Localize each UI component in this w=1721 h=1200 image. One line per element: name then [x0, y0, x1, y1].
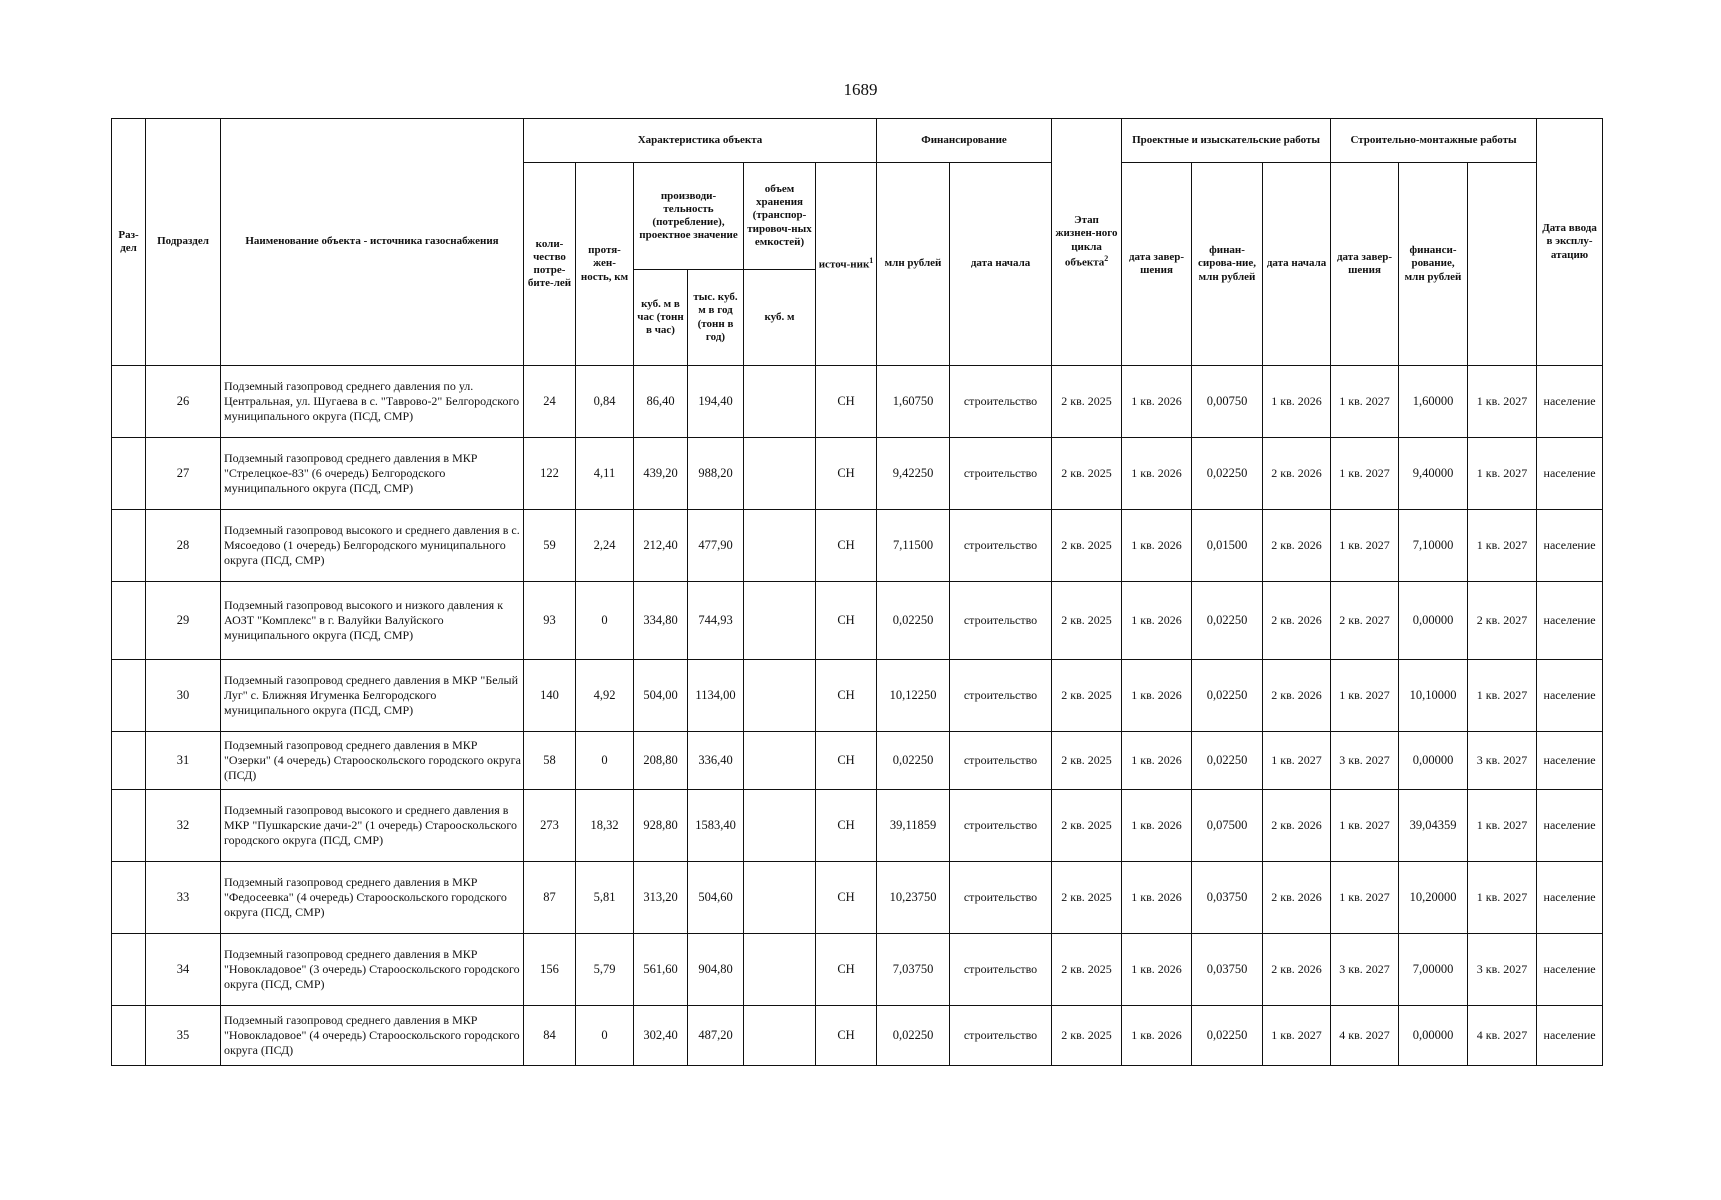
razdel-cell — [112, 438, 146, 510]
header-stage: Этап жизнен-ного цикла объекта$^2$ — [1052, 119, 1122, 366]
header-commission-date: Дата ввода в эксплу-атацию — [1537, 119, 1603, 366]
table-body — [112, 366, 1603, 1066]
source-cell: СН — [816, 438, 877, 510]
constr-fin-cell: 39,04359 — [1399, 790, 1468, 862]
constr-start-cell: 1 кв. 2027 — [1263, 732, 1331, 790]
consumers-cell: 273 — [524, 790, 576, 862]
source-cell: СН — [816, 790, 877, 862]
constr-fin-cell: 10,20000 — [1399, 862, 1468, 934]
header-design-fin: финан-сирова-ние, млн рублей — [1192, 163, 1263, 366]
gas-supply-objects-table — [111, 118, 1603, 1066]
source-cell: СН — [816, 660, 877, 732]
design-end-cell: 1 кв. 2026 — [1122, 934, 1192, 1006]
object-name-cell: Подземный газопровод среднего давления в МКР "Федосеевка" (4 очередь) Старооскольского городского округа (ПСД, СМР) — [221, 862, 524, 934]
financing-mln-cell: 0,02250 — [877, 1006, 950, 1066]
subsection-cell: 27 — [146, 438, 221, 510]
source-cell: СН — [816, 862, 877, 934]
consumers-cell: 156 — [524, 934, 576, 1006]
storage-cell — [744, 934, 816, 1006]
consumers-cell: 93 — [524, 582, 576, 660]
subsection-cell: 30 — [146, 660, 221, 732]
storage-cell — [744, 366, 816, 438]
storage-cell — [744, 1006, 816, 1066]
constr-end-cell: 2 кв. 2027 — [1331, 582, 1399, 660]
table-row — [112, 862, 1603, 934]
capacity-hour-cell: 212,40 — [634, 510, 688, 582]
consumers-cell: 59 — [524, 510, 576, 582]
commission-date-cell: 1 кв. 2027 — [1468, 366, 1537, 438]
table-header — [112, 119, 1603, 366]
source-cell: СН — [816, 1006, 877, 1066]
commission-date-cell: 4 кв. 2027 — [1468, 1006, 1537, 1066]
razdel-cell — [112, 934, 146, 1006]
header-storage-unit: куб. м — [744, 270, 816, 366]
consumer-group-cell: население — [1537, 582, 1603, 660]
capacity-year-cell: 487,20 — [688, 1006, 744, 1066]
constr-start-cell: 1 кв. 2026 — [1263, 366, 1331, 438]
length-cell: 5,81 — [576, 862, 634, 934]
consumer-group-cell: население — [1537, 1006, 1603, 1066]
razdel-cell — [112, 582, 146, 660]
capacity-hour-cell: 313,20 — [634, 862, 688, 934]
constr-start-cell: 2 кв. 2026 — [1263, 438, 1331, 510]
consumers-cell: 84 — [524, 1006, 576, 1066]
capacity-year-cell: 988,20 — [688, 438, 744, 510]
page-number: 1689 — [843, 80, 878, 99]
header-object-name: Наименование объекта - источника газоснабжения — [221, 119, 524, 366]
constr-start-cell: 2 кв. 2026 — [1263, 582, 1331, 660]
consumer-group-cell: население — [1537, 790, 1603, 862]
header-podrazdel: Подраздел — [146, 119, 221, 366]
header-storage: объем хранения (транспор-тировоч-ных емкостей) — [744, 163, 816, 270]
object-name-cell: Подземный газопровод среднего давления в МКР "Белый Луг" с. Ближняя Игуменка Белгородского муниципального округа (ПСД, СМР) — [221, 660, 524, 732]
stage-cell: строительство — [950, 732, 1052, 790]
header-razdel: Раз-дел — [112, 119, 146, 366]
financing-mln-cell: 1,60750 — [877, 366, 950, 438]
financing-mln-cell: 7,11500 — [877, 510, 950, 582]
header-source: источ-ник$^1$ — [816, 163, 877, 366]
header-financing: Финансирование — [877, 119, 1052, 163]
design-start-cell: 2 кв. 2025 — [1052, 660, 1122, 732]
object-name-cell: Подземный газопровод среднего давления в МКР "Озерки" (4 очередь) Старооскольского городского округа (ПСД) — [221, 732, 524, 790]
design-fin-cell: 0,02250 — [1192, 732, 1263, 790]
design-start-cell: 2 кв. 2025 — [1052, 862, 1122, 934]
capacity-year-cell: 504,60 — [688, 862, 744, 934]
design-fin-cell: 0,02250 — [1192, 660, 1263, 732]
design-fin-cell: 0,07500 — [1192, 790, 1263, 862]
design-start-cell: 2 кв. 2025 — [1052, 438, 1122, 510]
razdel-cell — [112, 510, 146, 582]
storage-cell — [744, 790, 816, 862]
stage-cell: строительство — [950, 790, 1052, 862]
consumer-group-cell: население — [1537, 862, 1603, 934]
financing-mln-cell: 39,11859 — [877, 790, 950, 862]
constr-end-cell: 1 кв. 2027 — [1331, 790, 1399, 862]
table-row — [112, 510, 1603, 582]
constr-end-cell: 4 кв. 2027 — [1331, 1006, 1399, 1066]
consumer-group-cell: население — [1537, 510, 1603, 582]
consumers-cell: 87 — [524, 862, 576, 934]
header-design-works: Проектные и изыскательские работы — [1122, 119, 1331, 163]
table-row — [112, 790, 1603, 862]
length-cell: 18,32 — [576, 790, 634, 862]
razdel-cell — [112, 1006, 146, 1066]
design-end-cell: 1 кв. 2026 — [1122, 862, 1192, 934]
constr-end-cell: 3 кв. 2027 — [1331, 934, 1399, 1006]
source-cell: СН — [816, 510, 877, 582]
constr-end-cell: 3 кв. 2027 — [1331, 732, 1399, 790]
object-name-cell: Подземный газопровод среднего давления в МКР "Стрелецкое-83" (6 очередь) Белгородского муниципального округа (ПСД, СМР) — [221, 438, 524, 510]
design-end-cell: 1 кв. 2026 — [1122, 732, 1192, 790]
capacity-hour-cell: 561,60 — [634, 934, 688, 1006]
consumer-group-cell: население — [1537, 366, 1603, 438]
constr-fin-cell: 0,00000 — [1399, 582, 1468, 660]
header-length: протя-жен-ность, км — [576, 163, 634, 366]
length-cell: 4,11 — [576, 438, 634, 510]
capacity-year-cell: 477,90 — [688, 510, 744, 582]
length-cell: 4,92 — [576, 660, 634, 732]
financing-mln-cell: 10,12250 — [877, 660, 950, 732]
financing-mln-cell: 10,23750 — [877, 862, 950, 934]
commission-date-cell: 3 кв. 2027 — [1468, 934, 1537, 1006]
storage-cell — [744, 862, 816, 934]
stage-cell: строительство — [950, 1006, 1052, 1066]
length-cell: 0 — [576, 582, 634, 660]
capacity-year-cell: 194,40 — [688, 366, 744, 438]
table-row — [112, 438, 1603, 510]
capacity-year-cell: 336,40 — [688, 732, 744, 790]
header-design-end: дата завер-шения — [1122, 163, 1192, 366]
stage-cell: строительство — [950, 510, 1052, 582]
table-row — [112, 934, 1603, 1006]
object-name-cell: Подземный газопровод высокого и среднего давления в с. Мясоедово (1 очередь) Белгородского муниципального округа (ПСД, СМР) — [221, 510, 524, 582]
consumer-group-cell: население — [1537, 438, 1603, 510]
header-mln-rub: млн рублей — [877, 163, 950, 366]
design-fin-cell: 0,03750 — [1192, 934, 1263, 1006]
constr-end-cell: 1 кв. 2027 — [1331, 438, 1399, 510]
object-name-cell: Подземный газопровод высокого и среднего давления в МКР "Пушкарские дачи-2" (1 очередь) Старооскольского городского округа (ПСД, СМР) — [221, 790, 524, 862]
design-end-cell: 1 кв. 2026 — [1122, 1006, 1192, 1066]
constr-fin-cell: 10,10000 — [1399, 660, 1468, 732]
constr-end-cell: 1 кв. 2027 — [1331, 660, 1399, 732]
object-name-cell: Подземный газопровод высокого и низкого давления к АОЗТ "Комплекс" в г. Валуйки Валуйского муниципального округа (ПСД, СМР) — [221, 582, 524, 660]
header-construction-works: Строительно-монтажные работы — [1331, 119, 1537, 163]
table-row — [112, 1006, 1603, 1066]
financing-mln-cell: 9,42250 — [877, 438, 950, 510]
capacity-hour-cell: 86,40 — [634, 366, 688, 438]
object-name-cell: Подземный газопровод среднего давления в МКР "Новокладовое" (4 очередь) Старооскольского городского округа (ПСД) — [221, 1006, 524, 1066]
design-fin-cell: 0,02250 — [1192, 582, 1263, 660]
source-cell: СН — [816, 582, 877, 660]
constr-fin-cell: 0,00000 — [1399, 732, 1468, 790]
consumer-group-cell: население — [1537, 934, 1603, 1006]
stage-cell: строительство — [950, 862, 1052, 934]
design-start-cell: 2 кв. 2025 — [1052, 1006, 1122, 1066]
commission-date-cell: 1 кв. 2027 — [1468, 660, 1537, 732]
constr-end-cell: 1 кв. 2027 — [1331, 366, 1399, 438]
constr-fin-cell: 1,60000 — [1399, 366, 1468, 438]
table-row — [112, 732, 1603, 790]
razdel-cell — [112, 732, 146, 790]
constr-start-cell: 2 кв. 2026 — [1263, 660, 1331, 732]
table-row — [112, 582, 1603, 660]
storage-cell — [744, 582, 816, 660]
capacity-hour-cell: 334,80 — [634, 582, 688, 660]
length-cell: 0,84 — [576, 366, 634, 438]
capacity-year-cell: 904,80 — [688, 934, 744, 1006]
constr-fin-cell: 7,10000 — [1399, 510, 1468, 582]
constr-start-cell: 2 кв. 2026 — [1263, 934, 1331, 1006]
razdel-cell — [112, 790, 146, 862]
razdel-cell — [112, 862, 146, 934]
table-row — [112, 660, 1603, 732]
consumer-group-cell: население — [1537, 732, 1603, 790]
header-constr-start: дата начала — [1263, 163, 1331, 366]
subsection-cell: 34 — [146, 934, 221, 1006]
capacity-year-cell: 1134,00 — [688, 660, 744, 732]
consumers-cell: 24 — [524, 366, 576, 438]
capacity-year-cell: 744,93 — [688, 582, 744, 660]
stage-cell: строительство — [950, 582, 1052, 660]
source-cell: СН — [816, 732, 877, 790]
financing-mln-cell: 7,03750 — [877, 934, 950, 1006]
design-fin-cell: 0,02250 — [1192, 438, 1263, 510]
object-name-cell: Подземный газопровод среднего давления по ул. Центральная, ул. Шугаева в с. "Таврово-2" Белгородского муниципального округа (ПСД, СМР) — [221, 366, 524, 438]
source-cell: СН — [816, 366, 877, 438]
constr-start-cell: 2 кв. 2026 — [1263, 862, 1331, 934]
subsection-cell: 29 — [146, 582, 221, 660]
stage-cell: строительство — [950, 366, 1052, 438]
commission-date-cell: 1 кв. 2027 — [1468, 510, 1537, 582]
subsection-cell: 26 — [146, 366, 221, 438]
constr-end-cell: 1 кв. 2027 — [1331, 862, 1399, 934]
consumers-cell: 122 — [524, 438, 576, 510]
stage-cell: строительство — [950, 438, 1052, 510]
design-start-cell: 2 кв. 2025 — [1052, 510, 1122, 582]
financing-mln-cell: 0,02250 — [877, 732, 950, 790]
capacity-hour-cell: 208,80 — [634, 732, 688, 790]
stage-cell: строительство — [950, 934, 1052, 1006]
header-capacity: производи-тельность (потребление), проектное значение — [634, 163, 744, 270]
subsection-cell: 31 — [146, 732, 221, 790]
consumer-group-cell: население — [1537, 660, 1603, 732]
design-end-cell: 1 кв. 2026 — [1122, 790, 1192, 862]
constr-start-cell: 1 кв. 2027 — [1263, 1006, 1331, 1066]
length-cell: 5,79 — [576, 934, 634, 1006]
constr-fin-cell: 9,40000 — [1399, 438, 1468, 510]
subsection-cell: 35 — [146, 1006, 221, 1066]
financing-mln-cell: 0,02250 — [877, 582, 950, 660]
capacity-hour-cell: 302,40 — [634, 1006, 688, 1066]
capacity-year-cell: 1583,40 — [688, 790, 744, 862]
constr-fin-cell: 7,00000 — [1399, 934, 1468, 1006]
design-start-cell: 2 кв. 2025 — [1052, 732, 1122, 790]
commission-date-cell: 2 кв. 2027 — [1468, 582, 1537, 660]
design-start-cell: 2 кв. 2025 — [1052, 790, 1122, 862]
design-fin-cell: 0,01500 — [1192, 510, 1263, 582]
commission-date-cell: 1 кв. 2027 — [1468, 790, 1537, 862]
constr-fin-cell: 0,00000 — [1399, 1006, 1468, 1066]
commission-date-cell: 1 кв. 2027 — [1468, 438, 1537, 510]
header-constr-end: дата завер-шения — [1331, 163, 1399, 366]
source-cell: СН — [816, 934, 877, 1006]
storage-cell — [744, 732, 816, 790]
subsection-cell: 32 — [146, 790, 221, 862]
design-start-cell: 2 кв. 2025 — [1052, 934, 1122, 1006]
commission-date-cell: 1 кв. 2027 — [1468, 862, 1537, 934]
constr-start-cell: 2 кв. 2026 — [1263, 510, 1331, 582]
design-fin-cell: 0,00750 — [1192, 366, 1263, 438]
header-constr-fin: финанси-рование, млн рублей — [1399, 163, 1468, 366]
capacity-hour-cell: 928,80 — [634, 790, 688, 862]
commission-date-cell: 3 кв. 2027 — [1468, 732, 1537, 790]
constr-end-cell: 1 кв. 2027 — [1331, 510, 1399, 582]
razdel-cell — [112, 660, 146, 732]
length-cell: 0 — [576, 732, 634, 790]
capacity-hour-cell: 504,00 — [634, 660, 688, 732]
storage-cell — [744, 510, 816, 582]
header-capacity-hour: куб. м в час (тонн в час) — [634, 270, 688, 366]
design-end-cell: 1 кв. 2026 — [1122, 438, 1192, 510]
design-end-cell: 1 кв. 2026 — [1122, 510, 1192, 582]
design-fin-cell: 0,03750 — [1192, 862, 1263, 934]
capacity-hour-cell: 439,20 — [634, 438, 688, 510]
subsection-cell: 33 — [146, 862, 221, 934]
razdel-cell — [112, 366, 146, 438]
header-consumers: коли-чество потре-бите-лей — [524, 163, 576, 366]
subsection-cell: 28 — [146, 510, 221, 582]
length-cell: 2,24 — [576, 510, 634, 582]
header-characteristics: Характеристика объекта — [524, 119, 877, 163]
storage-cell — [744, 438, 816, 510]
design-fin-cell: 0,02250 — [1192, 1006, 1263, 1066]
object-name-cell: Подземный газопровод среднего давления в МКР "Новокладовое" (3 очередь) Старооскольского городского округа (ПСД, СМР) — [221, 934, 524, 1006]
header-design-start: дата начала — [950, 163, 1052, 366]
consumers-cell: 58 — [524, 732, 576, 790]
storage-cell — [744, 660, 816, 732]
constr-start-cell: 2 кв. 2026 — [1263, 790, 1331, 862]
design-end-cell: 1 кв. 2026 — [1122, 582, 1192, 660]
consumers-cell: 140 — [524, 660, 576, 732]
length-cell: 0 — [576, 1006, 634, 1066]
table-row — [112, 366, 1603, 438]
design-end-cell: 1 кв. 2026 — [1122, 366, 1192, 438]
design-start-cell: 2 кв. 2025 — [1052, 366, 1122, 438]
stage-cell: строительство — [950, 660, 1052, 732]
header-capacity-year: тыс. куб. м в год (тонн в год) — [688, 270, 744, 366]
design-start-cell: 2 кв. 2025 — [1052, 582, 1122, 660]
design-end-cell: 1 кв. 2026 — [1122, 660, 1192, 732]
